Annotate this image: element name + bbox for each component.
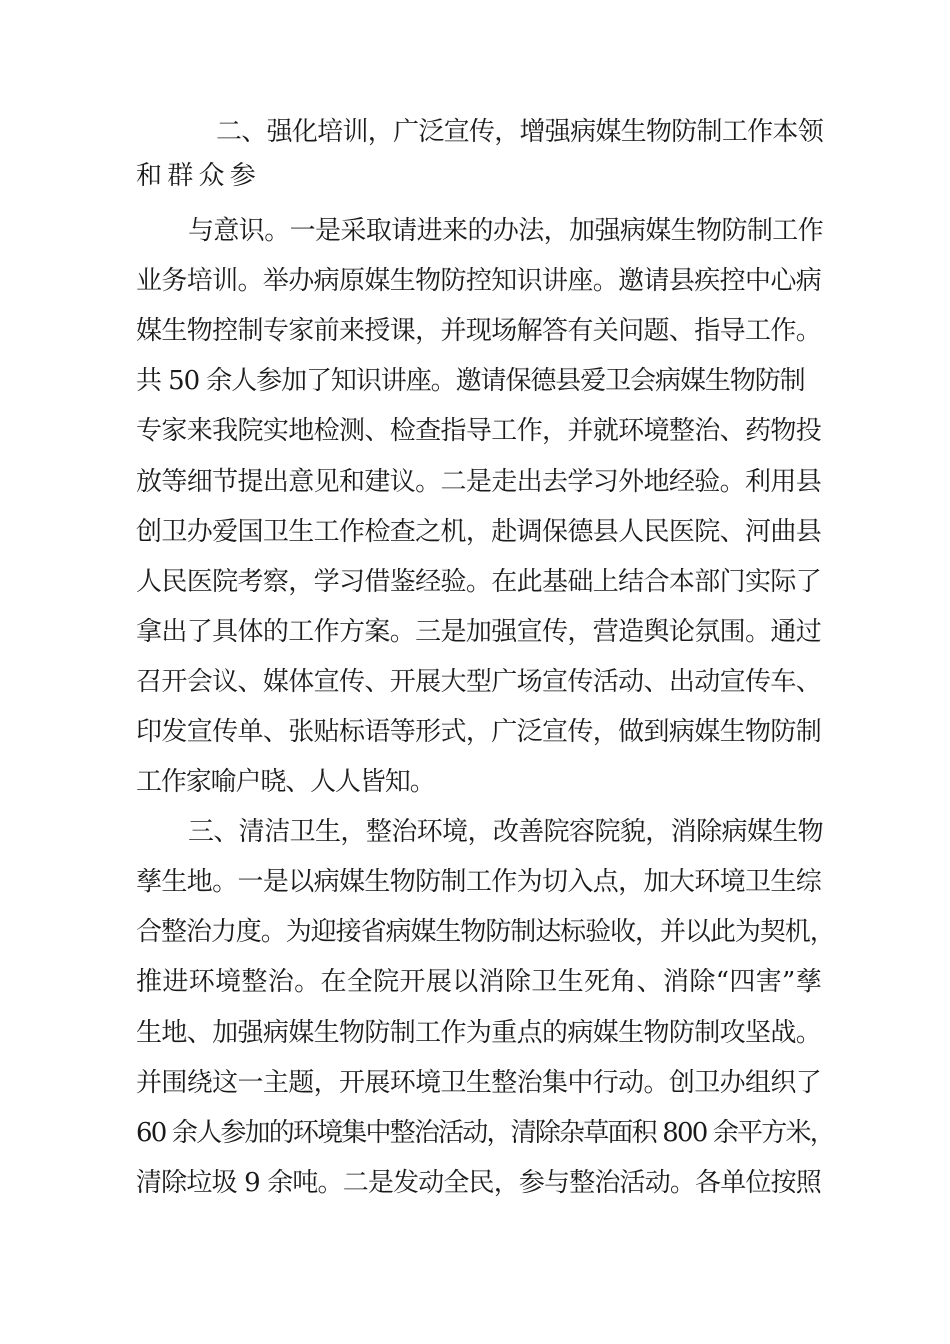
text-line: 清除垃圾 9 余吨。二是发动全民，参与整治活动。各单位按照 xyxy=(136,1168,821,1198)
text-line: 合整治力度。为迎接省病媒生物防制达标验收，并以此为契机， xyxy=(136,917,835,947)
text-line: 孳生地。一是以病媒生物防制工作为切入点，加大环境卫生综 xyxy=(136,867,822,897)
text-line: 业务培训。举办病原媒生物防控知识讲座。邀请县疾控中心病 xyxy=(136,266,822,296)
text-line: 共 50 余人参加了知识讲座。邀请保德县爱卫会病媒生物防制 xyxy=(136,366,805,396)
text-line: 创卫办爱国卫生工作检查之机，赴调保德县人民医院、河曲县 xyxy=(136,517,822,547)
text-line: 并围绕这一主题，开展环境卫生整治集中行动。创卫办组织了 xyxy=(136,1068,822,1098)
text-line: 印发宣传单、张贴标语等形式，广泛宣传，做到病媒生物防制 xyxy=(136,717,822,747)
text-line: 与意识。一是采取请进来的办法，加强病媒生物防制工作 xyxy=(188,216,824,246)
text-line: 拿出了具体的工作方案。三是加强宣传，营造舆论氛围。通过 xyxy=(136,617,822,647)
section-heading-3: 三、清洁卫生，整治环境，改善院容院貌，消除病媒生物 xyxy=(188,817,824,847)
text-line: 生地、加强病媒生物防制工作为重点的病媒生物防制攻坚战。 xyxy=(136,1018,822,1048)
text-line: 和群众参 xyxy=(136,161,261,191)
section-heading-2: 二、强化培训，广泛宣传，增强病媒生物防制工作本领 xyxy=(216,117,823,147)
text-line: 召开会议、媒体宣传、开展大型广场宣传活动、出动宣传车、 xyxy=(136,667,822,697)
text-line: 媒生物控制专家前来授课，并现场解答有关问题、指导工作。 xyxy=(136,316,822,346)
text-line: 推进环境整治。在全院开展以消除卫生死角、消除“四害”孳 xyxy=(136,967,823,997)
text-line: 人民医院考察，学习借鉴经验。在此基础上结合本部门实际了 xyxy=(136,567,822,597)
text-line: 放等细节提出意见和建议。二是走出去学习外地经验。利用县 xyxy=(136,467,822,497)
text-line: 专家来我院实地检测、检查指导工作，并就环境整治、药物投 xyxy=(136,416,822,446)
text-line: 60 余人参加的环境集中整治活动，清除杂草面积 800 余平方米， xyxy=(136,1118,834,1148)
text-line: 工作家喻户晓、人人皆知。 xyxy=(136,767,435,797)
